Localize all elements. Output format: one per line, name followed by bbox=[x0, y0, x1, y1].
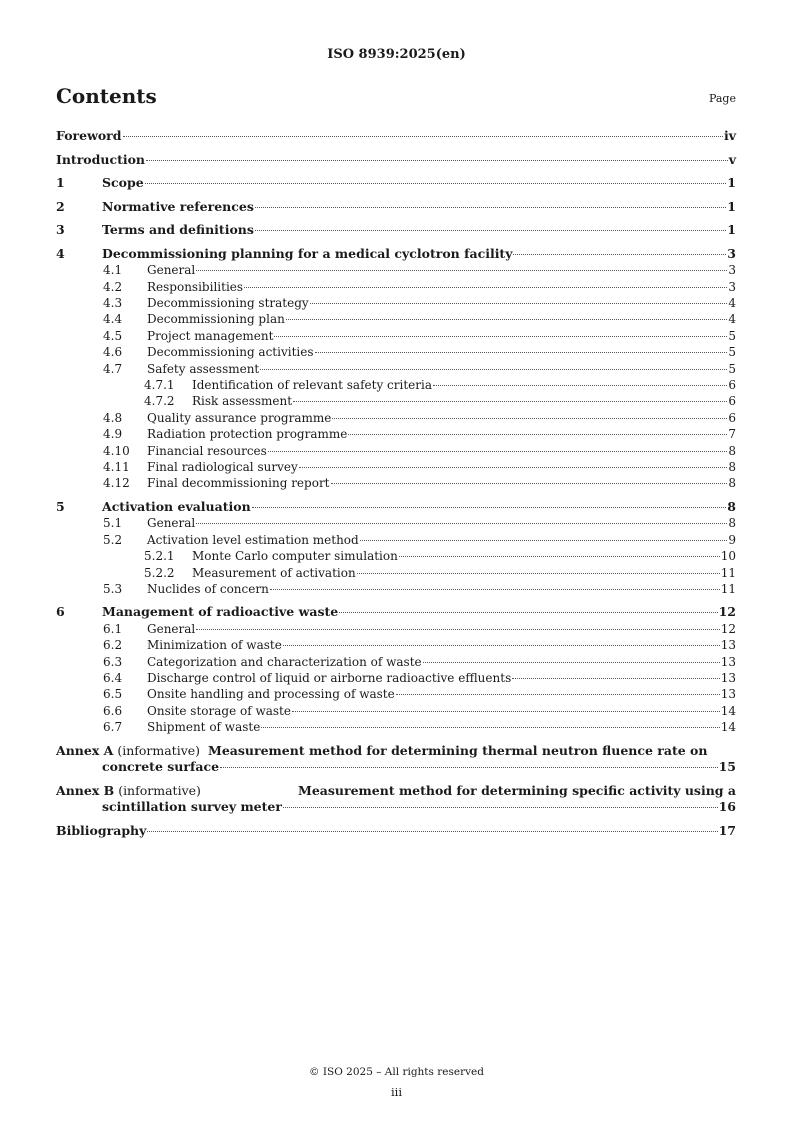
toc-entry-page: 12 bbox=[720, 621, 736, 636]
toc-entry-page: 7 bbox=[728, 427, 736, 442]
toc-entry-number: 6.6 bbox=[103, 703, 123, 718]
toc-entry-number: 6.4 bbox=[103, 671, 123, 686]
toc-entry-number: 4.11 bbox=[103, 459, 130, 474]
page-number: iii bbox=[390, 1085, 403, 1099]
toc-entry[interactable] bbox=[56, 443, 736, 459]
dot-leader bbox=[423, 661, 720, 663]
toc-entry-title: Onsite storage of waste bbox=[147, 703, 291, 718]
dot-leader bbox=[399, 555, 720, 557]
toc-entry[interactable] bbox=[56, 128, 736, 144]
toc-entry-title: Measurement of activation bbox=[192, 565, 356, 580]
toc-entry-page: v bbox=[728, 151, 736, 167]
dot-leader bbox=[252, 506, 727, 508]
toc-entry-title: Risk assessment bbox=[192, 394, 293, 409]
toc-entry-number: 6.3 bbox=[103, 654, 123, 669]
toc-entry[interactable] bbox=[56, 670, 736, 686]
dot-leader bbox=[255, 229, 726, 231]
toc-entry-number: 4.4 bbox=[103, 312, 123, 327]
toc-entry-title: Final radiological survey bbox=[147, 459, 298, 474]
toc-entry-title: Financial resources bbox=[147, 443, 267, 458]
toc-entry-title: Decommissioning strategy bbox=[147, 296, 309, 311]
toc-entry-title: Activation evaluation bbox=[102, 498, 251, 514]
dot-leader bbox=[261, 726, 719, 728]
toc-entry-page: 3 bbox=[728, 263, 736, 278]
toc-entry-number: 3 bbox=[56, 222, 65, 238]
dot-leader bbox=[270, 588, 720, 590]
dot-leader bbox=[268, 450, 728, 452]
dot-leader bbox=[396, 693, 720, 695]
dot-leader bbox=[283, 644, 720, 646]
toc-entry-bibliography[interactable] bbox=[56, 823, 736, 839]
toc-entry-page: 3 bbox=[727, 245, 736, 261]
toc-entry-page: 8 bbox=[728, 459, 736, 474]
toc-entry-number: 5.1 bbox=[103, 516, 123, 531]
toc-entry-title: Activation level estimation method bbox=[147, 532, 359, 547]
dot-leader bbox=[260, 368, 727, 370]
dot-leader bbox=[292, 710, 720, 712]
toc-entry[interactable] bbox=[56, 426, 736, 442]
dot-leader bbox=[332, 417, 727, 419]
toc-entry-title: General bbox=[147, 516, 196, 531]
toc-entry-number: 5.2 bbox=[103, 532, 123, 547]
toc-entry-number: 4.10 bbox=[103, 443, 130, 458]
toc-entry-page: 11 bbox=[720, 581, 736, 596]
dot-leader bbox=[360, 539, 728, 541]
toc-entry-title: General bbox=[147, 621, 196, 636]
toc-entry-page: 13 bbox=[720, 671, 736, 686]
page-column-label: Page bbox=[708, 92, 736, 105]
annex-title-line1: Measurement method for determining thermal neutron fluence rate on bbox=[208, 742, 708, 758]
toc-entry[interactable] bbox=[56, 581, 736, 597]
annex-type: (informative) bbox=[117, 742, 201, 758]
toc-entry-title: Decommissioning planning for a medical cyclotron facility bbox=[102, 245, 513, 261]
dot-leader bbox=[357, 572, 720, 574]
toc-entry-page: 5 bbox=[728, 345, 736, 360]
toc-entry-title: Shipment of waste bbox=[147, 720, 261, 735]
toc-entry-page: 1 bbox=[727, 198, 736, 214]
annex-title-line2: concrete surface bbox=[102, 759, 220, 775]
toc-entry-page: 8 bbox=[728, 516, 736, 531]
toc-entry-page: 3 bbox=[728, 279, 736, 294]
dot-leader bbox=[274, 335, 727, 337]
toc-entry-number: 4.1 bbox=[103, 263, 123, 278]
toc-entry-title: Categorization and characterization of waste bbox=[147, 654, 422, 669]
toc-entry-page: 6 bbox=[728, 394, 736, 409]
toc-entry[interactable] bbox=[56, 637, 736, 653]
toc-entry-number: 6.7 bbox=[103, 720, 123, 735]
dot-leader bbox=[196, 269, 727, 271]
toc-entry[interactable] bbox=[56, 686, 736, 702]
toc-entry-title: Nuclides of concern bbox=[147, 581, 269, 596]
toc-entry[interactable] bbox=[56, 199, 736, 215]
annex-title-line2: scintillation survey meter bbox=[102, 799, 282, 815]
toc-entry[interactable] bbox=[56, 279, 736, 295]
toc-entry-title: Identification of relevant safety criteria bbox=[192, 378, 432, 393]
dot-leader bbox=[286, 318, 728, 320]
toc-entry-number: 4.3 bbox=[103, 296, 123, 311]
toc-entry-number: 5 bbox=[56, 498, 65, 514]
dot-leader bbox=[348, 433, 727, 435]
toc-entry[interactable] bbox=[56, 654, 736, 670]
toc-entry-page: 4 bbox=[728, 312, 736, 327]
toc-entry-title: Responsibilities bbox=[147, 279, 244, 294]
toc-entry-page: 14 bbox=[720, 703, 736, 718]
dot-leader bbox=[331, 482, 728, 484]
dot-leader bbox=[512, 677, 719, 679]
dot-leader bbox=[433, 384, 727, 386]
toc-entry-title: Radiation protection programme bbox=[147, 427, 348, 442]
dot-leader bbox=[244, 286, 727, 288]
dot-leader bbox=[339, 611, 717, 613]
toc-entry-page: 1 bbox=[727, 222, 736, 238]
toc-entry-number: 5.2.2 bbox=[144, 565, 175, 580]
toc-entry-number: 4.8 bbox=[103, 410, 123, 425]
dot-leader bbox=[315, 351, 728, 353]
toc-entry-number: 4.12 bbox=[103, 476, 130, 491]
toc-entry-page: 8 bbox=[728, 443, 736, 458]
annex-label: Annex B bbox=[56, 782, 115, 798]
toc-entry[interactable] bbox=[56, 548, 736, 564]
toc-entry[interactable] bbox=[56, 499, 736, 515]
toc-entry-number: 4.5 bbox=[103, 328, 123, 343]
toc-entry[interactable] bbox=[56, 703, 736, 719]
toc-entry-title: Normative references bbox=[102, 198, 254, 214]
dot-leader bbox=[146, 159, 728, 161]
toc-entry[interactable] bbox=[56, 377, 736, 393]
toc-entry-number: 4.2 bbox=[103, 279, 123, 294]
dot-leader bbox=[196, 628, 719, 630]
toc-entry[interactable] bbox=[56, 295, 736, 311]
table-of-contents bbox=[56, 128, 736, 840]
toc-entry-number: 6 bbox=[56, 604, 65, 620]
toc-entry-page: 5 bbox=[728, 361, 736, 376]
toc-entry[interactable] bbox=[56, 621, 736, 637]
annex-page: 16 bbox=[718, 799, 736, 815]
copyright-notice: © ISO 2025 – All rights reserved bbox=[309, 1066, 484, 1078]
toc-entry-page: 6 bbox=[728, 378, 736, 393]
toc-entry[interactable] bbox=[56, 152, 736, 168]
dot-leader bbox=[283, 806, 718, 808]
toc-entry[interactable] bbox=[56, 222, 736, 238]
toc-entry[interactable] bbox=[56, 262, 736, 278]
toc-entry-number: 4.7.2 bbox=[144, 394, 175, 409]
toc-entry-page: 13 bbox=[720, 654, 736, 669]
dot-leader bbox=[147, 830, 717, 832]
dot-leader bbox=[196, 522, 727, 524]
toc-entry-title: Quality assurance programme bbox=[147, 410, 332, 425]
toc-entry[interactable] bbox=[56, 565, 736, 581]
dot-leader bbox=[299, 466, 728, 468]
dot-leader bbox=[220, 766, 718, 768]
bibliography-page: 17 bbox=[718, 823, 736, 839]
toc-entry-number: 5.3 bbox=[103, 581, 123, 596]
dot-leader bbox=[513, 253, 726, 255]
annex-label: Annex A bbox=[56, 742, 114, 758]
toc-entry[interactable] bbox=[56, 532, 736, 548]
annex-title-line1: Measurement method for determining specific activity using a bbox=[298, 782, 736, 798]
toc-entry[interactable] bbox=[56, 311, 736, 327]
toc-entry-title: Scope bbox=[102, 175, 144, 191]
annex-page: 15 bbox=[718, 759, 736, 775]
toc-entry-number: 4.9 bbox=[103, 427, 123, 442]
dot-leader bbox=[310, 302, 728, 304]
toc-entry[interactable] bbox=[56, 475, 736, 491]
toc-entry[interactable] bbox=[56, 361, 736, 377]
toc-entry[interactable] bbox=[56, 515, 736, 531]
annex-entry[interactable] bbox=[56, 743, 736, 776]
toc-entry-title: General bbox=[147, 263, 196, 278]
toc-entry-number: 6.5 bbox=[103, 687, 123, 702]
toc-entry-page: iv bbox=[723, 128, 736, 143]
toc-entry-number: 4.7.1 bbox=[144, 378, 175, 393]
annex-entry[interactable] bbox=[56, 783, 736, 816]
toc-entry-title: Monte Carlo computer simulation bbox=[192, 549, 398, 564]
toc-entry-number: 2 bbox=[56, 198, 65, 214]
toc-entry-page: 9 bbox=[728, 532, 736, 547]
toc-entry-page: 4 bbox=[728, 296, 736, 311]
dot-leader bbox=[145, 182, 727, 184]
toc-entry-title: Project management bbox=[147, 328, 274, 343]
toc-entry-page: 8 bbox=[727, 498, 736, 514]
toc-entry-number: 5.2.1 bbox=[144, 549, 175, 564]
toc-entry-page: 13 bbox=[720, 638, 736, 653]
toc-entry-number: 4 bbox=[56, 245, 65, 261]
toc-entry-page: 11 bbox=[720, 565, 736, 580]
toc-entry-title: Decommissioning activities bbox=[147, 345, 314, 360]
toc-entry[interactable] bbox=[56, 246, 736, 262]
toc-entry-title: Introduction bbox=[56, 151, 146, 167]
toc-entry-page: 1 bbox=[727, 175, 736, 191]
toc-entry-page: 6 bbox=[728, 410, 736, 425]
toc-entry-page: 13 bbox=[720, 687, 736, 702]
contents-title: Contents bbox=[56, 84, 157, 108]
toc-entry-page: 8 bbox=[728, 476, 736, 491]
toc-entry-title: Onsite handling and processing of waste bbox=[147, 687, 395, 702]
dot-leader bbox=[293, 400, 727, 402]
toc-entry[interactable] bbox=[56, 410, 736, 426]
bibliography-title: Bibliography bbox=[56, 823, 147, 839]
toc-entry[interactable] bbox=[56, 459, 736, 475]
toc-entry-number: 6.2 bbox=[103, 638, 123, 653]
toc-entry-title: Management of radioactive waste bbox=[102, 604, 339, 620]
toc-entry-title: Safety assessment bbox=[147, 361, 260, 376]
toc-entry[interactable] bbox=[56, 719, 736, 735]
dot-leader bbox=[123, 135, 723, 137]
toc-entry-page: 5 bbox=[728, 328, 736, 343]
toc-entry-number: 1 bbox=[56, 175, 65, 191]
toc-entry-number: 6.1 bbox=[103, 621, 123, 636]
contents-heading-row bbox=[56, 84, 736, 114]
annex-type: (informative) bbox=[118, 782, 201, 798]
toc-entry-title: Discharge control of liquid or airborne radioactive effluents bbox=[147, 671, 512, 686]
toc-entry[interactable] bbox=[56, 393, 736, 409]
toc-entry[interactable] bbox=[56, 175, 736, 191]
toc-entry-number: 4.7 bbox=[103, 361, 123, 376]
toc-entry-number: 4.6 bbox=[103, 345, 123, 360]
toc-entry-page: 14 bbox=[720, 720, 736, 735]
toc-entry-page: 10 bbox=[720, 549, 736, 564]
toc-entry-page: 12 bbox=[718, 604, 736, 620]
toc-entry-title: Foreword bbox=[56, 128, 122, 143]
toc-entry[interactable] bbox=[56, 328, 736, 344]
toc-entry[interactable] bbox=[56, 604, 736, 620]
toc-entry[interactable] bbox=[56, 344, 736, 360]
toc-entry-title: Minimization of waste bbox=[147, 638, 282, 653]
toc-entry-title: Decommissioning plan bbox=[147, 312, 285, 327]
toc-entry-title: Final decommissioning report bbox=[147, 476, 330, 491]
document-header: ISO 8939:2025(en) bbox=[327, 47, 466, 62]
dot-leader bbox=[255, 206, 726, 208]
toc-entry-title: Terms and definitions bbox=[102, 222, 254, 238]
